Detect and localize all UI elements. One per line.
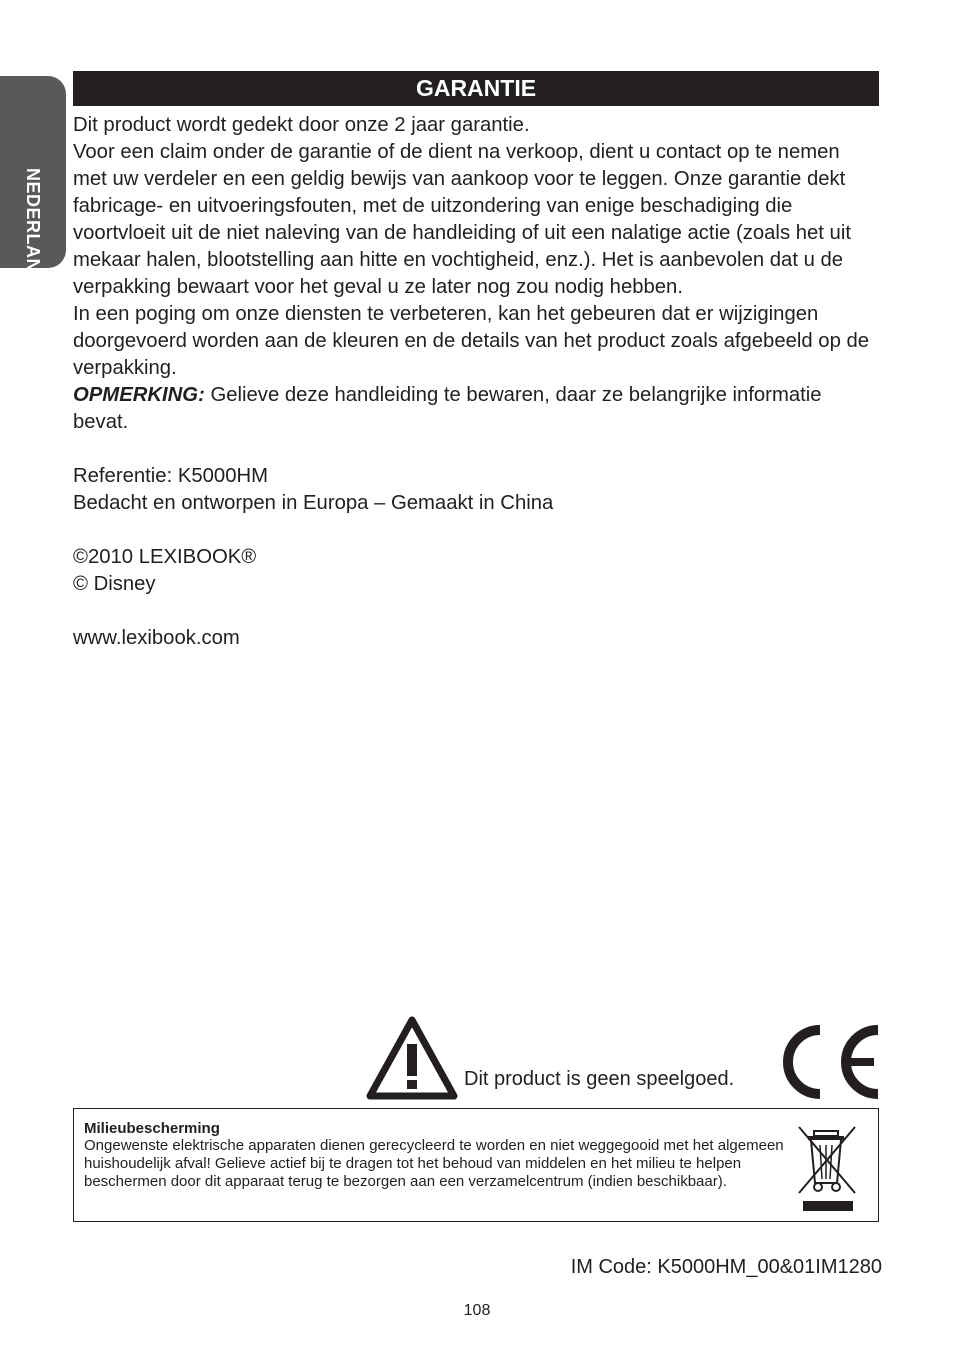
- warranty-intro: Dit product wordt gedekt door onze 2 jaar garantie.: [73, 114, 530, 136]
- crossed-bin-icon: [796, 1123, 860, 1215]
- page-number: 108: [463, 1302, 491, 1319]
- product-changes-paragraph: In een poging om onze diensten te verbeteren, kan het gebeuren dat er wijzigingen doorgevoerd worden aan de kleuren en de details van het product zoals afgebeeld op de verpakking.: [73, 303, 870, 379]
- note-paragraph: [73, 382, 879, 436]
- website-link[interactable]: www.lexibook.com: [73, 627, 240, 649]
- section-header: GARANTIE: [73, 71, 879, 106]
- warranty-body: [73, 112, 879, 652]
- environment-text: Ongewenste elektrische apparaten dienen gerecycleerd te worden en niet weggegooid met het algemeen huishoudelijk afval! Gelieve actief bij te dragen tot het behoud van middelen en het milieu te helpen beschermen door dit apparaat terug te bezorgen aan een verzamelcentrum (indien beschikbaar).: [84, 1137, 784, 1190]
- toy-warning: [366, 1016, 880, 1102]
- copyright-disney: © Disney: [73, 573, 156, 595]
- reference: Referentie: K5000HM: [73, 465, 269, 487]
- environment-title: Milieubescherming: [84, 1120, 220, 1137]
- warranty-claim-paragraph: Voor een claim onder de garantie of de dient na verkoop, dient u contact op te nemen met uw verdeler en een geldig bewijs van aankoop voor te leggen. Onze garantie dekt fabricage- en uitvoeringsfouten, met de uitzondering van enige beschadiging die voortvloeit uit de niet naleving van de handleiding of uit een nalatige actie (zoals het uit mekaar halen, blootstelling aan hitte en vochtigheid, enz.). Het is aanbevolen dat u de verpakking bewaart voor het geval u ze later nog zou nodig hebben.: [73, 141, 851, 298]
- im-code: IM Code: K5000HM_00&01IM1280: [570, 1256, 882, 1278]
- language-tab-label: NEDERLANDS: [23, 168, 43, 299]
- origin: Bedacht en ontworpen in Europa – Gemaakt in China: [73, 492, 554, 514]
- language-tab: [0, 76, 66, 299]
- environment-notice: [73, 1108, 879, 1222]
- note-label: OPMERKING:: [73, 384, 205, 406]
- copyright-lexibook: ©2010 LEXIBOOK®: [73, 546, 257, 568]
- ce-mark-icon: [770, 1022, 882, 1102]
- warning-text: Dit product is geen speelgoed.: [464, 1068, 735, 1090]
- warning-triangle-icon: [366, 1016, 458, 1100]
- note-text: Gelieve deze handleiding te bewaren, daar ze belangrijke informatie bevat.: [73, 384, 822, 433]
